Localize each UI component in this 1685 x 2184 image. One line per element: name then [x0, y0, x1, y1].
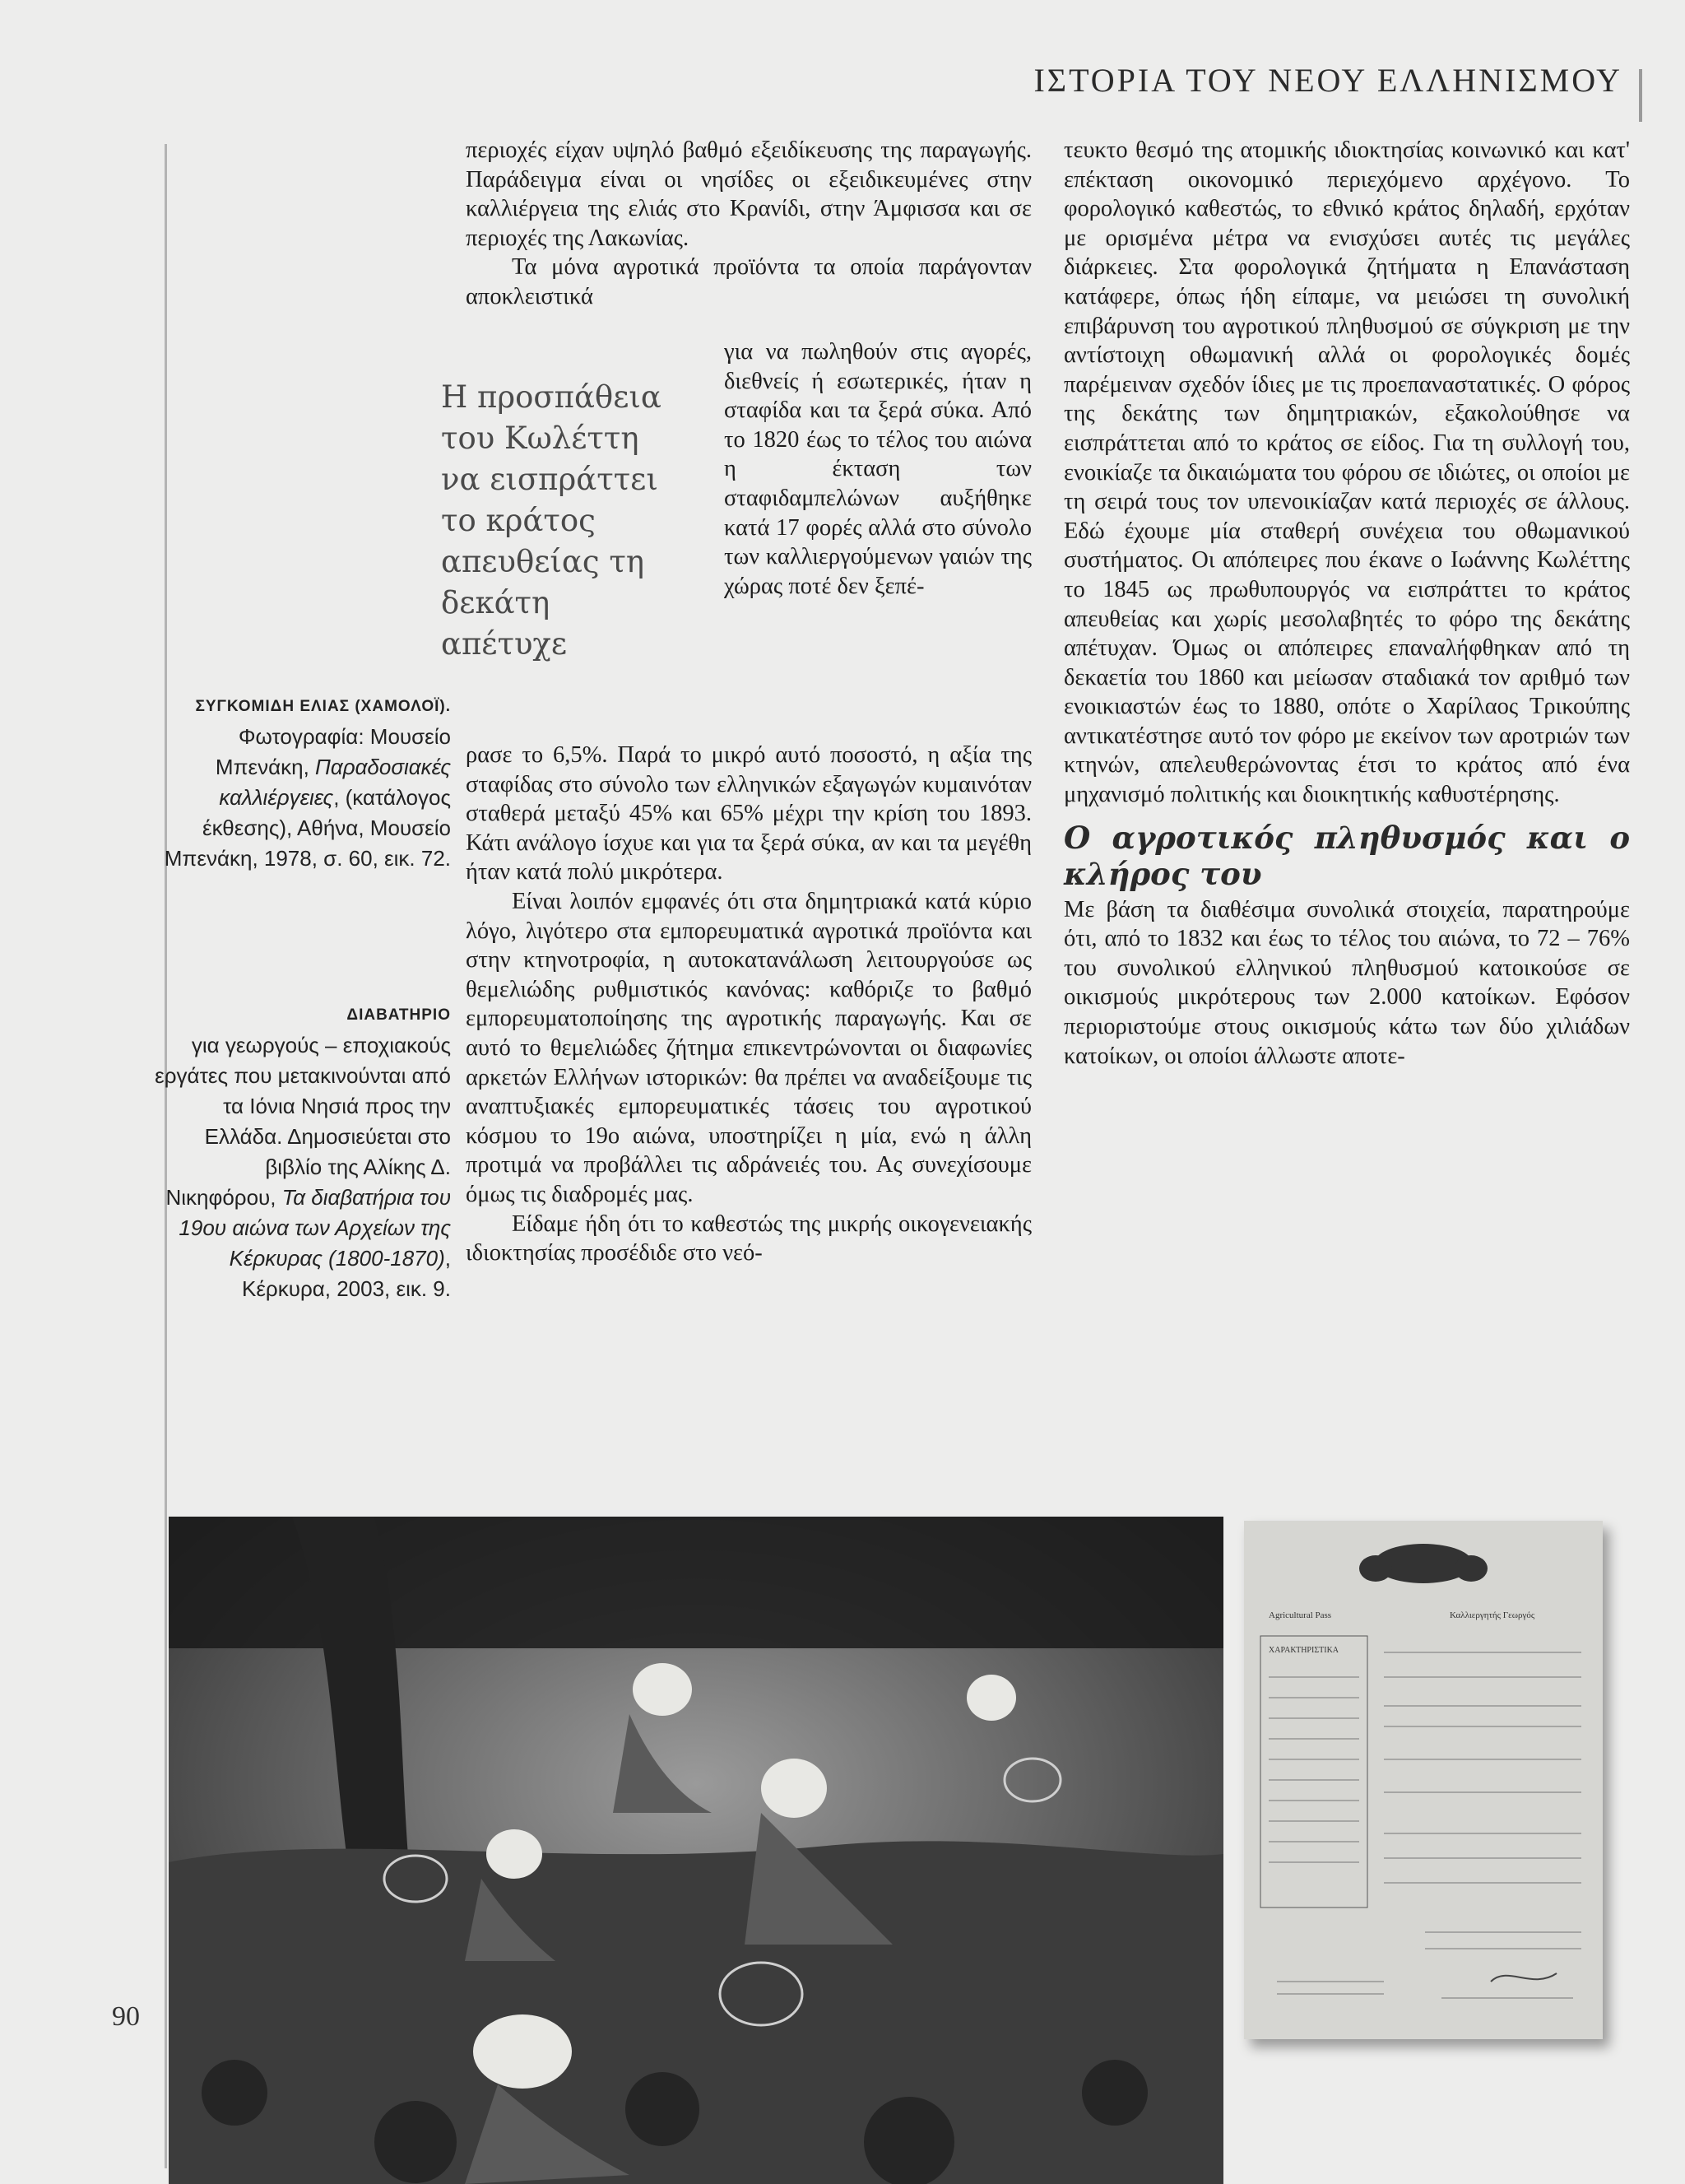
paragraph: τευκτο θεσμό της ατομικής ιδιοκτησίας κοινωνικό και κατ' επέκταση οικονομικό περιεχόμενο αρχέγονο. Το φορολογικό καθεστώς, το εθνικό κράτος δηλαδή, ερχόταν με ορισμένα μέτρα να ενισχύσει αυτές τις μεγάλες διάρκειες. Στα φορολογικά ζητήματα η Επανάσταση κατάφερε, όπως ήδη είπαμε, να μειώσει τη συνολική επιβάρυνση του αγροτικού πληθυσμού σε σύγκριση με την αντίστοιχη οθωμανική αλλά οι φορολογικές δομές παρέμειναν σχεδόν ίδιες με τις προεπαναστατικές. Ο φόρος της δεκάτης των δημητριακών, εξακολούθησε να εισπράττεται από το κράτος σε είδος. Για τη συλλογή του, ενοικίαζε τα δικαιώματα του φόρου σε ιδιώτες, οι οποίοι με τη σειρά τους τον υπενοικίαζαν κατά περιοχές σε άλλους. Εδώ έχουμε μία σταθερή συνέχεια του οθωμανικού συστήματος. Οι απόπειρες που έκανε ο Ιωάννης Κωλέττης το 1845 ως πρωθυπουργός να εισπράττει το κράτος απευθείας και χωρίς μεσολαβητές το φόρο της δεκάτης απέτυχαν. Όμως οι απόπειρες επαναλήφθηκαν από τη δεκαετία του 1860 και μείωσαν σταδιακά τον αριθμό των ενοικιαστών έως το 1880, οπότε ο Χαρίλαος Τρικούπης αντικατέστησε αυτό τον φόρο με εκείνον των αροτριών των κτηνών, απελευθερώνοντας έτσι το κράτος από ένα μηχανισμό πολιτικής και διοικητικής καθυστέρησης. — [1064, 137, 1630, 808]
photo-illustration — [169, 1517, 1223, 2184]
passport-document-image — [1244, 1521, 1603, 2039]
caption-heading: ΣΥΓΚΟΜΙΔΗ ΕΛΙΑΣ (ΧΑΜΟΛΟΪ). — [195, 698, 451, 715]
caption-text: Φωτογραφία: Μουσείο Μπενάκη, — [215, 724, 451, 779]
caption-text: , Κέρκυρα, 2003, εικ. 9. — [242, 1246, 451, 1301]
paragraph: ρασε το 6,5%. Παρά το μικρό αυτό ποσοστό, η αξία της σταφίδας στο σύνολο των ελληνικών εξαγωγών κυμαινόταν σταθερά μεταξύ 45% και 65% μέχρι την κρίση του 1893. Κάτι ανάλογο ίσχυε και για τα ξερά σύκα, αν και τα μεγέθη ήταν κατά πολύ μικρότερα. — [466, 742, 1032, 885]
pull-quote: Η προσπάθεια του Κωλέττη να εισπράττει το κράτος απευθείας τη δεκάτη απέτυχε — [441, 379, 661, 662]
page-number: 90 — [112, 2001, 140, 2032]
document-stamp-label: ΧΑΡΑΚΤΗΡΙΣΤΙΚΑ — [1269, 1646, 1339, 1655]
paragraph: Τα μόνα αγροτικά προϊόντα τα οποία παράγονταν αποκλειστικά — [466, 254, 1032, 309]
header-rule — [1639, 69, 1642, 122]
paragraph: για να πωληθούν στις αγορές, διεθνείς ή εσωτερικές, ήταν η σταφίδα και τα ξερά σύκα. Από το 1820 έως το τέλος του αιώνα η έκταση των σταφιδαμπελώνων αυξήθηκε κατά 17 φορές αλλά στο σύνολο των καλλιεργούμενων γαιών της χώρας ποτέ δεν ξεπέ- — [724, 339, 1032, 599]
section-heading: Ο αγροτικός πληθυσμός και ο κλήρος του — [1064, 819, 1630, 892]
caption-title: Παραδοσιακές καλλιέργειες — [219, 755, 451, 810]
paragraph: Είναι λοιπόν εμφανές ότι στα δημητριακά κατά κύριο λόγο, λιγότερο στα εμπορευματικά αγροτικά προϊόντα και στην κτηνοτροφία, η αυτοκατανάλωση λειτουργούσε ως θεμελιώδης ρυθμιστικός κανόνας: καθόριζε το βαθμό εμπορευματοποίησης της αγροτικής παραγωγής. Και σε αυτό το θεμελιώδες ζήτημα επικεντρώνονται οι διαφωνίες αρκετών Ελλήνων ιστορικών: θα πρέπει να αναδείξουμε τις αναπτυξιακές εμπορευματικές τάσεις του αγροτικού κόσμου το 19ο αιώνα, υποστηρίζει η μία, ενώ η άλλη προτιμά να προβάλλει τις αδράνειές του. Ας συνεχίσουμε όμως τις διαδρομές μας. — [466, 888, 1032, 1207]
paragraph: περιοχές είχαν υψηλό βαθμό εξειδίκευσης της παραγωγής. Παράδειγμα είναι οι νησίδες οι εξειδικευμένες στην καλλιέργεια της ελιάς στο Κρανίδι, στην Άμφισσα και σε περιοχές της Λακωνίας. — [466, 137, 1032, 251]
paragraph: Είδαμε ήδη ότι το καθεστώς της μικρής οικογενειακής ιδιοκτησίας προσέδιδε στο νεό- — [466, 1210, 1032, 1266]
document-label-right: Καλλιεργητής Γεωργός — [1450, 1610, 1535, 1620]
passport-illustration — [1244, 1521, 1603, 2039]
column-3 — [1064, 136, 1630, 1071]
running-title: ΙΣΤΟΡΙΑ ΤΟΥ ΝΕΟΥ ΕΛΛΗΝΙΣΜΟΥ — [1033, 62, 1622, 99]
document-caption — [155, 1000, 451, 1304]
photo-caption — [155, 691, 451, 874]
caption-text: , (κατάλογος έκθεσης), Αθήνα, Μουσείο Μπενάκη, 1978, σ. 60, εικ. 72. — [164, 785, 451, 871]
caption-text: για γεωργούς – εποχιακούς εργάτες που μετακινούνται από τα Ιόνια Νησιά προς την Ελλάδα. Δημοσιεύεται στο βιβλίο της Αλίκης Δ. Νικηφόρου, — [155, 1033, 451, 1210]
caption-title: Τα διαβατήρια του 19ου αιώνα των Αρχείων της Κέρκυρας (1800-1870) — [179, 1185, 451, 1271]
document-label-left: Agricultural Pass — [1269, 1610, 1332, 1620]
olive-harvest-photo — [169, 1517, 1223, 2184]
paragraph: Με βάση τα διαθέσιμα συνολικά στοιχεία, παρατηρούμε ότι, από το 1832 και έως το τέλος του αιώνα, το 72 – 76% του συνολικού ελληνικού πληθυσμού κατοικούσε σε οικισμούς μικρότερους των 2.000 κατοίκων. Εφόσον περιοριστούμε στους οικισμούς κάτω των δύο χιλιάδων κατοίκων, οι οποίοι άλλωστε αποτε- — [1064, 896, 1630, 1069]
column-2-wrap-text — [724, 337, 1032, 601]
column-2-top — [466, 136, 1032, 312]
column-2-bottom — [466, 741, 1032, 1268]
caption-heading: ΔΙΑΒΑΤΗΡΙΟ — [346, 1006, 451, 1024]
